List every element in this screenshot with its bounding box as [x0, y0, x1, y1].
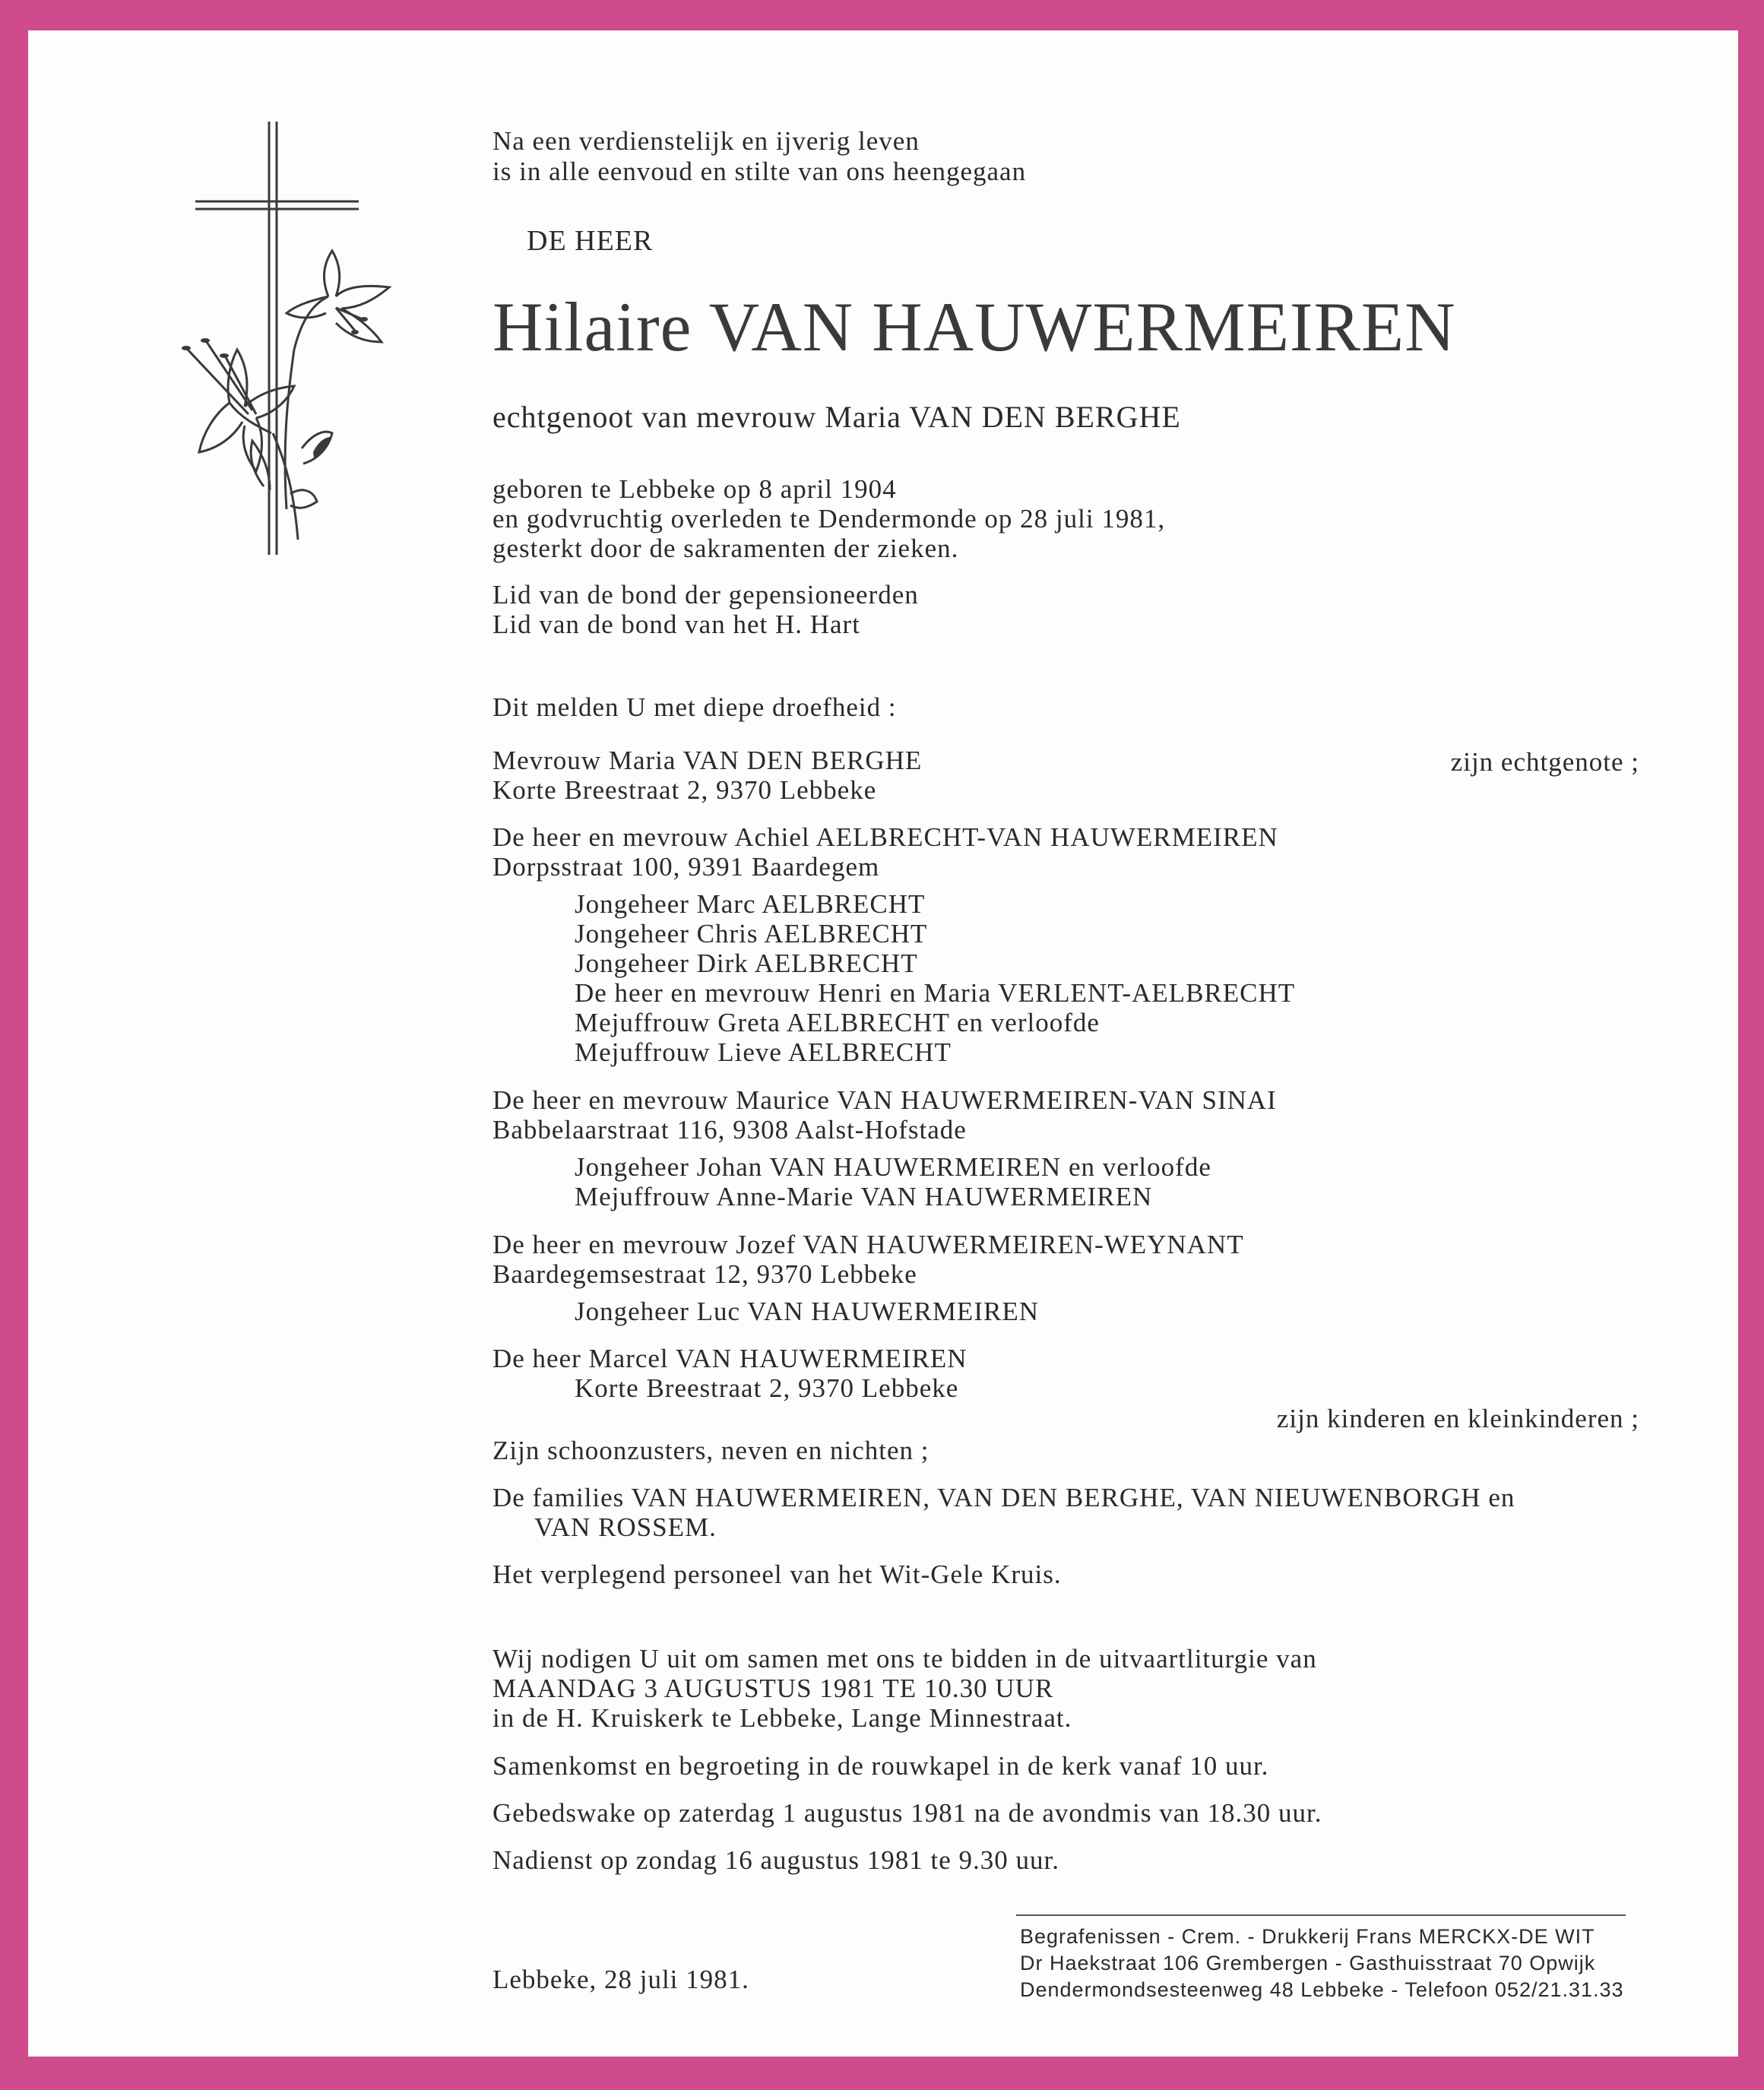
- printer-rule: [1016, 1914, 1626, 1916]
- family-head: De heer en mevrouw Maurice VAN HAUWERMEIREN-VAN SINAI: [492, 1085, 1277, 1115]
- invitation-line-3: in de H. Kruiskerk te Lebbeke, Lange Minnestraat.: [492, 1703, 1072, 1733]
- family-member: Jongeheer Luc VAN HAUWERMEIREN: [575, 1297, 1039, 1326]
- announce-intro: Dit melden U met diepe droefheid :: [492, 692, 897, 722]
- family-address: Dorpsstraat 100, 9391 Baardegem: [492, 852, 880, 882]
- family-member: Jongeheer Marc AELBRECHT: [575, 889, 926, 919]
- invitation-line-2: MAANDAG 3 AUGUSTUS 1981 TE 10.30 UUR: [492, 1674, 1054, 1703]
- extended-families-2: VAN ROSSEM.: [534, 1512, 717, 1542]
- membership-1: Lid van de bond der gepensioneerden: [492, 580, 919, 610]
- sacraments-line: gesterkt door de sakramenten der zieken.: [492, 534, 959, 563]
- family-head: De heer en mevrouw Achiel AELBRECHT-VAN HAUWERMEIREN: [492, 822, 1278, 852]
- death-line: en godvruchtig overleden te Dendermonde op 28 juli 1981,: [492, 504, 1166, 534]
- intro-line-1: Na een verdienstelijk en ijverig leven: [492, 126, 920, 156]
- mourning-card: [28, 30, 1738, 2057]
- family-address: Babbelaarstraat 116, 9308 Aalst-Hofstade: [492, 1115, 967, 1145]
- nursing-staff: Het verplegend personeel van het Wit-Gele Kruis.: [492, 1560, 1062, 1589]
- family-head: De heer en mevrouw Jozef VAN HAUWERMEIREN-WEYNANT: [492, 1230, 1244, 1259]
- family-member: Jongeheer Chris AELBRECHT: [575, 919, 928, 948]
- printer-line-2: Dr Haekstraat 106 Grembergen - Gasthuisstraat 70 Opwijk: [1020, 1952, 1596, 1974]
- intro-line-2: is in alle eenvoud en stilte van ons heengegaan: [492, 157, 1027, 186]
- children-relation: zijn kinderen en kleinkinderen ;: [1276, 1404, 1639, 1433]
- place-date: Lebbeke, 28 juli 1981.: [492, 1965, 749, 1994]
- vigil: Gebedswake op zaterdag 1 augustus 1981 na de avondmis van 18.30 uur.: [492, 1798, 1322, 1828]
- printer-line-1: Begrafenissen - Crem. - Drukkerij Frans MERCKX-DE WIT: [1020, 1925, 1595, 1948]
- honorific: DE HEER: [527, 225, 654, 257]
- family-address: Baardegemsestraat 12, 9370 Lebbeke: [492, 1259, 917, 1289]
- cross-with-lilies-icon: [142, 114, 408, 562]
- family-member: De heer en mevrouw Henri en Maria VERLENT-AELBRECHT: [575, 978, 1296, 1008]
- spouse-address: Korte Breestraat 2, 9370 Lebbeke: [492, 775, 877, 805]
- family-member: Jongeheer Dirk AELBRECHT: [575, 948, 918, 978]
- deceased-name: Hilaire VAN HAUWERMEIREN: [492, 288, 1456, 366]
- membership-2: Lid van de bond van het H. Hart: [492, 610, 860, 639]
- spouse-name: Mevrouw Maria VAN DEN BERGHE: [492, 746, 923, 775]
- birth-line: geboren te Lebbeke op 8 april 1904: [492, 474, 897, 504]
- spouse-line: echtgenoot van mevrouw Maria VAN DEN BERGHE: [492, 400, 1181, 434]
- in-laws: Zijn schoonzusters, neven en nichten ;: [492, 1436, 930, 1465]
- spouse-relation: zijn echtgenote ;: [1450, 747, 1639, 777]
- extended-families-1: De families VAN HAUWERMEIREN, VAN DEN BERGHE, VAN NIEUWENBORGH en: [492, 1483, 1515, 1512]
- family-member: Mejuffrouw Greta AELBRECHT en verloofde: [575, 1008, 1100, 1037]
- family-member: Mejuffrouw Anne-Marie VAN HAUWERMEIREN: [575, 1182, 1153, 1211]
- memorial-service: Nadienst op zondag 16 augustus 1981 te 9.30 uur.: [492, 1845, 1059, 1875]
- printer-line-3: Dendermondsesteenweg 48 Lebbeke - Telefoon 052/21.31.33: [1020, 1978, 1624, 2001]
- gathering: Samenkomst en begroeting in de rouwkapel in de kerk vanaf 10 uur.: [492, 1751, 1269, 1781]
- family-member: Mejuffrouw Lieve AELBRECHT: [575, 1037, 952, 1067]
- family-head: De heer Marcel VAN HAUWERMEIREN: [492, 1344, 968, 1373]
- invitation-line-1: Wij nodigen U uit om samen met ons te bidden in de uitvaartliturgie van: [492, 1644, 1317, 1674]
- family-address: Korte Breestraat 2, 9370 Lebbeke: [575, 1373, 959, 1403]
- family-member: Jongeheer Johan VAN HAUWERMEIREN en verloofde: [575, 1152, 1211, 1182]
